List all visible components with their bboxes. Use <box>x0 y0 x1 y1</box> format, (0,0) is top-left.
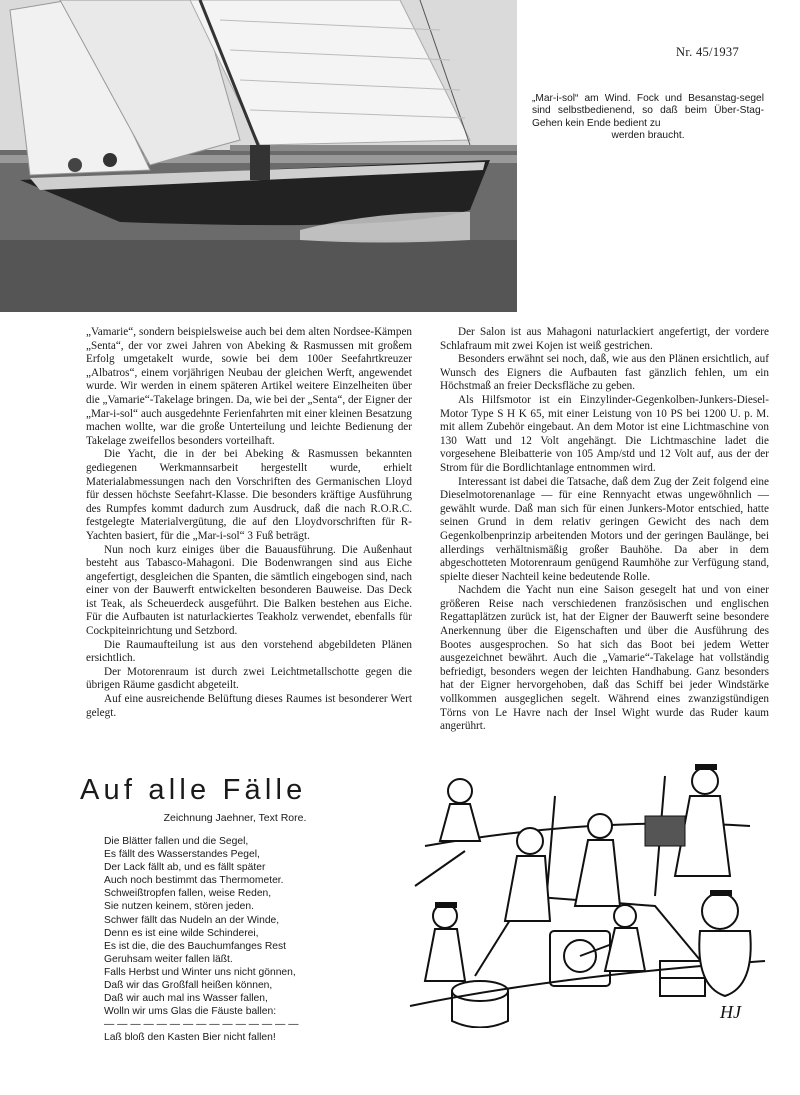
paragraph: Die Raumaufteilung ist aus den vorstehend abgebildeten Plänen ersichtlich. <box>86 638 412 665</box>
poem-line: — — — — — — — — — — — — — — — <box>104 1019 299 1031</box>
poem-line: Wolln wir ums Glas die Fäuste ballen: <box>104 1006 277 1018</box>
poem-credit: Zeichnung Jaehner, Text Rore. <box>163 812 307 824</box>
photo-caption-last-line: werden braucht. <box>611 130 685 142</box>
paragraph: „Vamarie“, sondern beispielsweise auch bei dem alten Nordsee-Kämpen „Senta“, der vor zwei Jahren von Abeking & Rasmussen mit großem Erfolg umgetakelt wurde, sowie bei dem 100er Seefahrtkreuzer „Albatros“, einem vorjährigen Neubau der gleichen Werft, angewendet wurde. Wir werden in einem späteren Artikel weitere Einzelheiten über die „Vamarie“-Takelage bringen. Da, wie bei der „Senta“, der Eigner der „Mar-i-sol“ auch ausgedehnte Ferienfahrten mit einer kleinen Besatzung machen wollte, war die große Unterteilung und leichte Bedienung der Takelage zweifellos besonders vorteilhaft. <box>86 326 412 447</box>
sailors-cartoon-illustration <box>405 756 772 1028</box>
poem-line: Daß wir das Großfall heißen können, <box>104 980 273 992</box>
poem-text <box>104 835 364 1045</box>
poem-line: Die Blätter fallen und die Segel, <box>104 836 249 847</box>
paragraph: Der Salon ist aus Mahagoni naturlackiert angefertigt, der vordere Schlafraum mit zwei Kojen ist weiß gestrichen. <box>440 326 769 352</box>
paragraph: Auf eine ausreichende Belüftung dieses Raumes ist besonderer Wert gelegt. <box>86 693 412 719</box>
poem-line: Laß bloß den Kasten Bier nicht fallen! <box>104 1032 276 1044</box>
cartoon-icon <box>405 756 772 1028</box>
paragraph: Nun noch kurz einiges über die Bauausführung. Die Außenhaut besteht aus Tabasco-Mahagoni. Die Bodenwrangen sind aus Eiche angefertigt, desgleichen die Spanten, die sämtlich eingebogen sind, nach einer von der Bauwerft entwickelten besonderen Bauweise. Das Deck ist Teak, als Scheuerdeck ausgeführt. Die Balken bestehen aus Eiche. Für die Aufbauten ist naturlackiertes Teakholz verwendet, ebenfalls für Cockpiteinrichtung und Setzbord. <box>86 543 412 638</box>
poem-line: Es fällt des Wasserstandes Pegel, <box>104 849 260 861</box>
poem-line: Daß wir auch mal ins Wasser fallen, <box>104 993 268 1005</box>
cartoon-signature: HJ <box>720 1002 741 1022</box>
yacht-icon <box>0 0 517 312</box>
paragraph: Der Motorenraum ist durch zwei Leichtmetallschotte gegen die übrigen Räume gasdicht abgeteilt. <box>86 665 412 692</box>
poem-line: Es ist die, die des Bauchumfanges Rest <box>104 940 287 952</box>
page-number: Nr. 45/1937 <box>676 45 740 59</box>
poem-title: Auf alle Fälle <box>80 774 307 806</box>
article-left-column <box>86 326 412 720</box>
paragraph: Die Yacht, die in der bei Abeking & Rasmussen bekannten gediegenen Werkmannsarbeit hergestellt wurde, erhielt Materialabmessungen nach den Vorschriften des Germanischen Lloyd für dessen höchste Seefahrt-Klasse. Die besonders kräftige Ausführung des Rumpfes kommt dadurch zum Ausdruck, daß die nach R.O.R.C. festgelegte Materialvergütung, die auf den Lloydvorschriften für R-Yachten basiert, für die „Mar-i-sol“ 3 Fuß beträgt. <box>86 448 412 542</box>
poem-line: Auch noch bestimmt das Thermometer. <box>104 875 284 887</box>
article-right-column <box>440 326 769 734</box>
poem-line: Denn es ist eine wilde Schinderei, <box>104 927 259 939</box>
paragraph: Interessant ist dabei die Tatsache, daß dem Zug der Zeit folgend eine Dieselmotorenanlage — für eine Rennyacht etwas ungewöhnlich — gewählt wurde. Daß man sich für einen Junkers-Motor entschied, hatte seinen Grund in dem relativ geringen Gewicht des nach dem Gegenkolbenprinzip arbeitenden Motors und der geringen Baulänge, bei allerdings verhältnismäßig großer Bauhöhe. Da aber in dem abgeschotteten Motorenraum genügend Raumhöhe zur Verfügung stand, spielte dieser Nachteil keine bedeutende Rolle. <box>440 475 769 583</box>
poem-line: Falls Herbst und Winter uns nicht gönnen, <box>104 966 296 978</box>
poem-line: Schweißtropfen fallen, weise Reden, <box>104 888 272 900</box>
photo-caption-text: „Mar-i-sol“ am Wind. Fock und Besanstag-segel sind selbstbedienend, so daß beim Über-Stag-Gehen kein Ende bedient zu <box>532 93 764 129</box>
poem-line: Sie nutzen keinem, stören jeden. <box>104 901 254 913</box>
poem-line: Geruhsam weiter fallen läßt. <box>104 953 233 965</box>
poem-line: Der Lack fällt ab, und es fällt später <box>104 862 266 874</box>
paragraph: Nachdem die Yacht nun eine Saison gesegelt hat und von einer größeren Reise nach verschiedenen französischen und englischen Regattaplätzen zurück ist, hat der Eigner der Bauwerft seine besondere Anerkennung über die Eigenschaften und über die Ausführung des Bootes ausgesprochen. So hat sich das Boot bei jedem Wetter ausgezeichnet bewährt. Auch die „Vamarie“-Takelage hat vollständig befriedigt, besonders wegen der leichten Handhabung. Ganz besonders hat der Eigner hervorgehoben, daß das Schiff bei jeder Windstärke vollkommen ausgeglichen segelt. Während eines zwanzigstündigen Törns von Le Havre nach der Insel Wight wurde das Ruder kaum angerührt. <box>440 584 769 733</box>
sailing-yacht-photo <box>0 0 517 312</box>
poem-line: Schwer fällt das Nudeln an der Winde, <box>104 914 280 926</box>
paragraph: Als Hilfsmotor ist ein Einzylinder-Gegenkolben-Junkers-Diesel-Motor Type S H K 65, mit einer Leistung von 10 PS bei 1200 U. p. M. mit allem Zubehör eingebaut. An dem Motor ist eine Lichtmaschine von 130 Watt und 12 Volt angehängt. Die Lichtmaschine ladet die vorgesehene Bleibatterie von 105 Amp/std und 12 Volt auf, aus der der Strom für die Bordlichtanlage entnommen wird. <box>440 393 769 474</box>
paragraph: Besonders erwähnt sei noch, daß, wie aus den Plänen ersichtlich, auf Wunsch des Eigners die Aufbauten fast gänzlich fehlen, um ein Höchstmaß an freier Decksfläche zu geben. <box>440 353 769 393</box>
photo-caption <box>532 93 764 143</box>
